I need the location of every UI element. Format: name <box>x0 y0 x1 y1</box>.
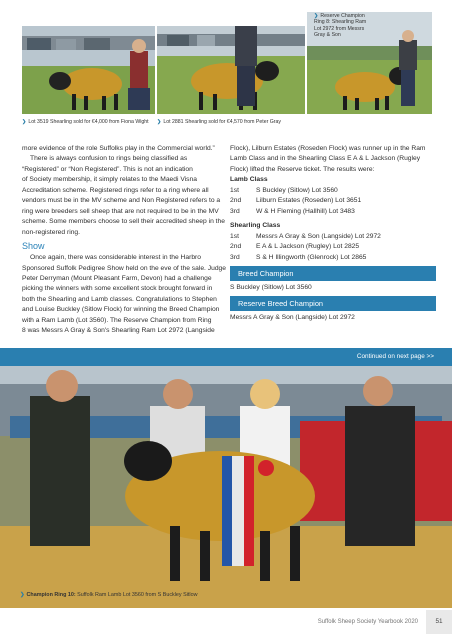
result-text: W & H Fleming (Hallhill) Lot 3483 <box>256 207 355 215</box>
left-column <box>22 144 226 337</box>
body-text: of Society membership, it simply relates to the Maedi Visna <box>22 176 197 184</box>
photo-shearling-middle <box>157 26 305 114</box>
result-row <box>230 232 436 242</box>
result-position: 1st <box>230 186 239 194</box>
body-text: Flock), Lilburn Estates (Roseden Flock) was runner up in the Ram <box>230 145 426 152</box>
overlay-caption-line: ❯ Reserve Champion <box>314 13 365 19</box>
body-text: more evidence of the role Suffolks play in the Commercial world.” <box>22 145 215 152</box>
caption-photo-middle: ❯ Lot 2881 Shearling sold for €4,570 from Peter Gray <box>157 119 282 125</box>
reserve-champion-banner: Reserve Breed Champion <box>230 296 436 311</box>
body-text: and Louise Buckley (Sitlow Flock) for winning the Breed Champion <box>22 306 220 314</box>
result-text: Lilburn Estates (Roseden) Lot 3651 <box>256 197 362 205</box>
body-text: Accreditation scheme. Registered rings refer to a ring where all <box>22 186 209 194</box>
body-text: Sponsored Suffolk Pedigree Show held on the eve of the sale. Judge <box>22 264 226 272</box>
result-row <box>230 242 436 252</box>
body-text: Flock) lifted the Reserve ticket. The results were: <box>230 165 375 173</box>
photo-champion-ring-10 <box>0 366 452 608</box>
right-column <box>230 144 436 324</box>
body-text: picking the winners with some excellent stock brought forward in <box>22 285 213 293</box>
chevron-right-icon: ❯ <box>20 592 25 598</box>
body-text: vendors must be in the MV scheme and Non Registered refers to a <box>22 197 221 205</box>
body-text: with a Ram Lamb (Lot 3560). The Reserve Champion from Ring <box>22 316 212 324</box>
overlay-caption-line: Lot 2972 from Messrs <box>314 25 365 32</box>
body-text: ring were breeders sell sheep that are not required to be in the MV <box>22 207 219 215</box>
chevron-right-icon: ❯ <box>22 119 27 125</box>
shearling-class-heading: Shearling Class <box>230 222 281 230</box>
result-position: 1st <box>230 232 239 240</box>
breed-champion-banner: Breed Champion <box>230 266 436 281</box>
continued-next-page-link[interactable]: Continued on next page >> <box>0 348 452 366</box>
result-text: S & H Illingworth (Glenrock) Lot 2865 <box>256 253 367 261</box>
body-text: both the Shearling and Lamb classes. Congratulations to Stephen <box>22 295 217 303</box>
photo-shearling-left <box>22 26 155 114</box>
section-heading-show: Show <box>22 241 45 252</box>
result-text: E A & L Jackson (Rugley) Lot 2825 <box>256 243 360 251</box>
result-position: 2nd <box>230 243 242 251</box>
body-text: 8 was Messrs A Gray & Son's Shearling Ram Lot 2972 (Langside <box>22 327 215 335</box>
body-text: Once again, there was considerable interest in the Harbro <box>30 254 201 262</box>
caption-bold-label: Champion Ring 10: <box>26 592 76 598</box>
reserve-champion-text: Messrs A Gray & Son (Langside) Lot 2972 <box>230 314 355 322</box>
body-text: Lamb Class and in the Shearling Class E A & L Jackson (Rugley <box>230 155 421 163</box>
result-row <box>230 253 436 263</box>
caption-text: Suffolk Ram Lamb Lot 3560 from S Buckley Sitlow <box>77 592 198 598</box>
page-number: 51 <box>426 610 452 634</box>
breed-champion-text: S Buckley (Sitlow) Lot 3560 <box>230 283 312 291</box>
result-row <box>230 196 436 206</box>
caption-photo-left: ❯ Lot 3519 Shearling sold for €4,000 from Fiona Wight <box>22 119 149 125</box>
body-text: non-registered ring. <box>22 228 80 236</box>
result-text: S Buckley (Sitlow) Lot 3560 <box>256 186 338 194</box>
lamb-class-heading: Lamb Class <box>230 176 268 184</box>
overlay-caption-reserve-champion <box>314 13 366 39</box>
result-position: 3rd <box>230 253 240 261</box>
result-text: Messrs A Gray & Son (Langside) Lot 2972 <box>256 232 381 240</box>
chevron-right-icon: ❯ <box>157 119 162 125</box>
page-footer <box>318 610 452 634</box>
body-text: “Registered” or “Non Registered”. This is not an indication <box>22 165 193 173</box>
overlay-caption-line: Ring 8: Shearling Ram <box>314 19 367 26</box>
result-position: 2nd <box>230 197 242 205</box>
body-text: scheme. Some members choose to sell their accredited sheep in the <box>22 218 225 226</box>
result-row <box>230 207 436 217</box>
chevron-right-icon: ❯ <box>314 13 319 19</box>
overlay-caption-line: Gray & Son <box>314 32 341 39</box>
result-row <box>230 186 436 196</box>
body-text: Peter Derryman (Mount Pleasant Farm, Devon) had a challenge <box>22 274 212 282</box>
result-position: 3rd <box>230 207 240 215</box>
publication-title: Suffolk Sheep Society Yearbook 2020 <box>317 619 418 625</box>
body-text: There is always confusion to rings being classified as <box>30 155 188 163</box>
caption-champion-ring-10 <box>20 592 198 598</box>
